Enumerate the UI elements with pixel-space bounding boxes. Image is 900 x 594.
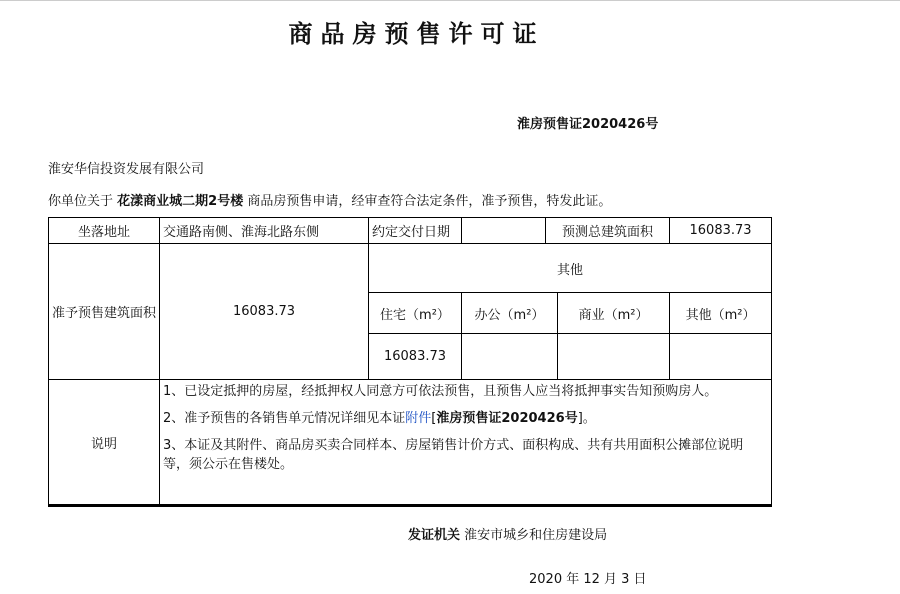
note-1: 1、已设定抵押的房屋，经抵押权人同意方可依法预售，且预售人应当将抵押事实告知预购房人。 xyxy=(163,384,718,399)
permit-number: 淮房预售证2020426号 xyxy=(517,117,659,132)
office-label: 办公（m²） xyxy=(462,293,558,334)
misc-value xyxy=(670,334,772,380)
notes-label: 说明 xyxy=(49,380,160,506)
office-value xyxy=(462,334,558,380)
delivery-label: 约定交付日期 xyxy=(369,218,462,244)
attachment-link[interactable]: 附件 xyxy=(405,411,432,426)
residential-label: 住宅（m²） xyxy=(369,293,462,334)
permit-table xyxy=(48,217,772,507)
misc-label: 其他（m²） xyxy=(670,293,772,334)
total-area-label: 预测总建筑面积 xyxy=(546,218,670,244)
intro-text xyxy=(48,190,611,209)
approved-area-value: 16083.73 xyxy=(160,244,369,380)
other-header: 其他 xyxy=(369,244,772,293)
commercial-label: 商业（m²） xyxy=(558,293,670,334)
notes-cell xyxy=(160,380,772,506)
company-name: 淮安华信投资发展有限公司 xyxy=(48,162,205,177)
project-name: 花漾商业城二期2号楼 xyxy=(117,194,244,209)
delivery-value xyxy=(462,218,546,244)
location-label: 坐落地址 xyxy=(49,218,160,244)
note-2-ref: 淮房预售证2020426号 xyxy=(436,411,578,426)
approved-area-label: 准予预售建筑面积 xyxy=(49,244,160,380)
note-3: 3、本证及其附件、商品房买卖合同样本、房屋销售计价方式、面积构成、共有共用面积公摊部位说明等，须公示在售楼处。 xyxy=(163,438,744,472)
note-2-bracket-open: [ xyxy=(431,411,437,426)
note-2-prefix: 2、准予预售的各销售单元情况详细见本证 xyxy=(163,411,406,426)
total-area-value: 16083.73 xyxy=(670,218,772,244)
page-title: 商品房预售许可证 xyxy=(288,20,545,48)
issuer xyxy=(408,524,607,543)
issue-date: 2020 年 12 月 3 日 xyxy=(529,572,647,587)
issuer-label: 发证机关 xyxy=(408,528,461,543)
commercial-value xyxy=(558,334,670,380)
intro-suffix: 商品房预售申请，经审查符合法定条件，准予预售，特发此证。 xyxy=(247,194,612,209)
intro-prefix: 你单位关于 xyxy=(48,194,114,209)
location-value: 交通路南侧、淮海北路东侧 xyxy=(160,218,369,244)
residential-value: 16083.73 xyxy=(369,334,462,380)
note-2-suffix: ]。 xyxy=(577,411,596,426)
note-2 xyxy=(160,407,771,428)
top-border xyxy=(0,0,900,1)
issuer-value: 淮安市城乡和住房建设局 xyxy=(464,528,608,543)
